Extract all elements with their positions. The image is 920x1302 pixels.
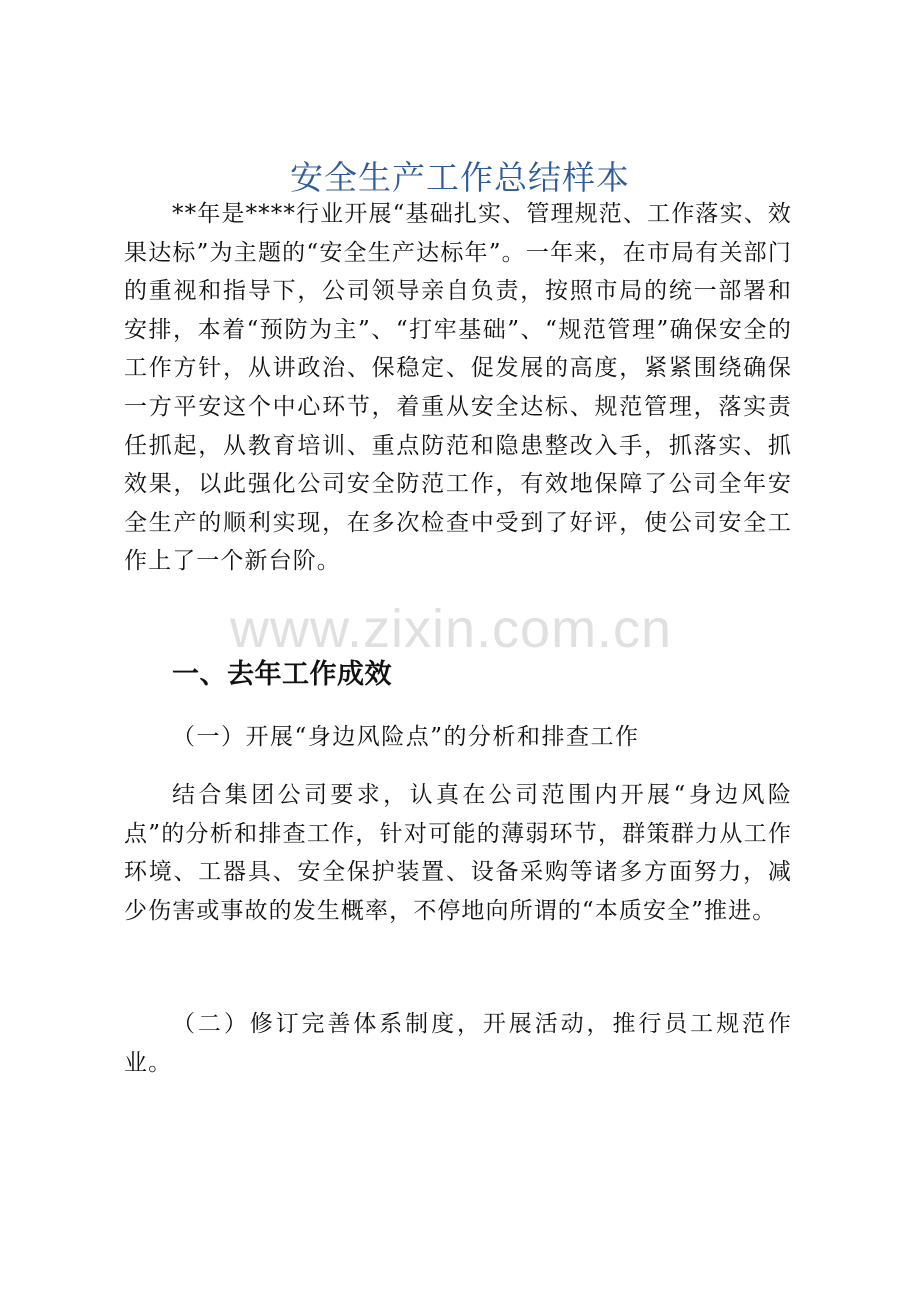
document-title: 安全生产工作总结样本 xyxy=(290,158,630,197)
intro-paragraph: **年是****行业开展“基础扎实、管理规范、工作落实、效果达标”为主题的“安全生产达标年”。一年来，在市局有关部门的重视和指导下，公司领导亲自负责，按照市局的统一部署和安排，本着“预防为主”、“打牢基础”、“规范管理”确保安全的工作方针，从讲政治、保稳定、促发展的高度，紧紧围绕确保一方平安这个中心环节，着重从安全达标、规范管理，落实责任抓起，从教育培训、重点防范和隐患整改入手，抓落实、抓效果，以此强化公司安全防范工作，有效地保障了公司全年安全生产的顺利实现，在多次检查中受到了好评，使公司安全工作上了一个新台阶。 xyxy=(124,201,792,575)
section-heading: 一、去年工作成效 xyxy=(172,659,392,690)
subsection-heading-2: （二）修订完善体系制度，开展活动，推行员工规范作业。 xyxy=(124,1011,792,1076)
subsection-heading: （一）开展“身边风险点”的分析和排查工作 xyxy=(172,724,640,750)
subsection-body: 结合集团公司要求，认真在公司范围内开展“身边风险点”的分析和排查工作，针对可能的薄弱环节，群策群力从工作环境、工器具、安全保护装置、设备采购等诸多方面努力，减少伤害或事故的发生概率，不停地向所谓的“本质安全”推进。 xyxy=(124,782,792,924)
watermark: www.zixin.com.cn xyxy=(230,599,673,659)
